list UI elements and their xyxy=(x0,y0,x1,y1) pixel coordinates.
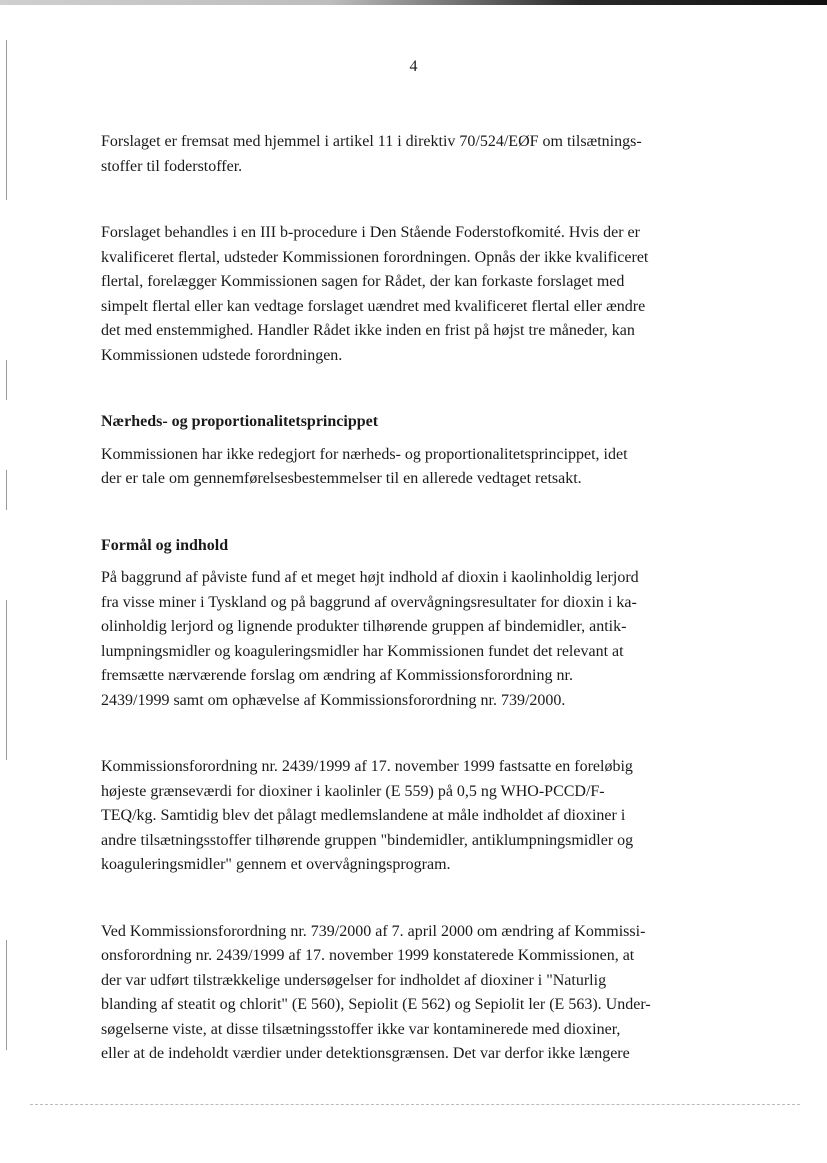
paragraph-subsidiarity xyxy=(101,443,731,492)
text-line: stoffer til foderstoffer. xyxy=(101,157,243,175)
text-line: Forslaget er fremsat med hjemmel i artikel 11 i direktiv 70/524/EØF om tilsætnings- xyxy=(101,133,642,150)
paragraph-regulation-739 xyxy=(101,920,731,1067)
page-number: 4 xyxy=(409,58,418,75)
margin-mark xyxy=(6,470,7,510)
scan-bottom-edge xyxy=(30,1104,800,1105)
text-line: andre tilsætningsstoffer tilhørende gruppen "bindemidler, antiklumpningsmidler og xyxy=(101,831,634,849)
text-line: kvalificeret flertal, udsteder Kommissionen forordningen. Opnås der ikke kvalificeret xyxy=(101,248,649,266)
text-line: der er tale om gennemførelsesbestemmelser til en allerede vedtaget retsakt. xyxy=(101,470,582,487)
text-line: det med enstemmighed. Handler Rådet ikke inden en frist på højst tre måneder, kan xyxy=(101,322,635,339)
margin-mark xyxy=(6,600,7,760)
text-line: På baggrund af påviste fund af et meget højt indhold af dioxin i kaolinholdig lerjord xyxy=(101,569,639,586)
text-line: Ved Kommissionsforordning nr. 739/2000 af 7. april 2000 om ændring af Kommissi- xyxy=(101,922,646,940)
text-line: søgelserne viste, at disse tilsætningsstoffer ikke var kontaminerede med dioxiner, xyxy=(101,1020,621,1038)
section-heading-subsidiarity: Nærheds- og proportionalitetsprincippet xyxy=(101,413,379,430)
text-line: onsforordning nr. 2439/1999 af 17. november 1999 konstaterede Kommissionen, at xyxy=(101,947,635,964)
text-line: Forslaget behandles i en III b-procedure i Den Stående Foderstofkomité. Hvis der er xyxy=(101,224,640,241)
text-line: koaguleringsmidler" gennem et overvågningsprogram. xyxy=(101,856,451,873)
text-line: fremsætte nærværende forslag om ændring af Kommissionsforordning nr. xyxy=(101,667,573,684)
text-line: Kommissionsforordning nr. 2439/1999 af 17. november 1999 fastsatte en foreløbig xyxy=(101,758,633,775)
text-line: lumpningsmidler og koaguleringsmidler har Kommissionen fundet det relevant at xyxy=(101,642,624,660)
text-line: højeste grænseværdi for dioxiner i kaolinler (E 559) på 0,5 ng WHO-PCCD/F- xyxy=(101,782,605,800)
margin-mark xyxy=(6,360,7,400)
paragraph-regulation-2439 xyxy=(101,755,731,878)
text-line: TEQ/kg. Samtidig blev det pålagt medlemslandene at måle indholdet af dioxiner i xyxy=(101,807,626,824)
text-line: olinholdig lerjord og lignende produkter tilhørende gruppen af bindemidler, antik- xyxy=(101,618,627,635)
text-line: 2439/1999 samt om ophævelse af Kommissionsforordning nr. 739/2000. xyxy=(101,691,566,709)
text-line: der var udført tilstrækkelige undersøgelser for indholdet af dioxiner i "Naturlig xyxy=(101,971,607,989)
paragraph-legal-basis xyxy=(101,130,731,179)
paragraph-purpose xyxy=(101,566,731,713)
section-heading-purpose: Formål og indhold xyxy=(101,536,229,554)
text-line: eller at de indeholdt værdier under detektionsgrænsen. Det var derfor ikke længere xyxy=(101,1045,630,1062)
margin-mark xyxy=(6,940,7,1050)
text-line: blanding af steatit og chlorit" (E 560), Sepiolit (E 562) og Sepiolit ler (E 563). Under- xyxy=(101,996,651,1013)
text-line: Kommissionen udstede forordningen. xyxy=(101,346,343,364)
text-line: fra visse miner i Tyskland og på baggrund af overvågningsresultater for dioxin i ka- xyxy=(101,593,637,611)
scan-top-edge xyxy=(0,0,827,5)
text-line: flertal, forelægger Kommissionen sagen for Rådet, der kan forkaste forslaget med xyxy=(101,273,625,290)
paragraph-procedure xyxy=(101,221,731,368)
text-line: Kommissionen har ikke redegjort for nærheds- og proportionalitetsprincippet, idet xyxy=(101,445,628,463)
document-body xyxy=(101,130,731,1067)
text-line: simpelt flertal eller kan vedtage forslaget uændret med kvalificeret flertal eller ændre xyxy=(101,297,646,315)
